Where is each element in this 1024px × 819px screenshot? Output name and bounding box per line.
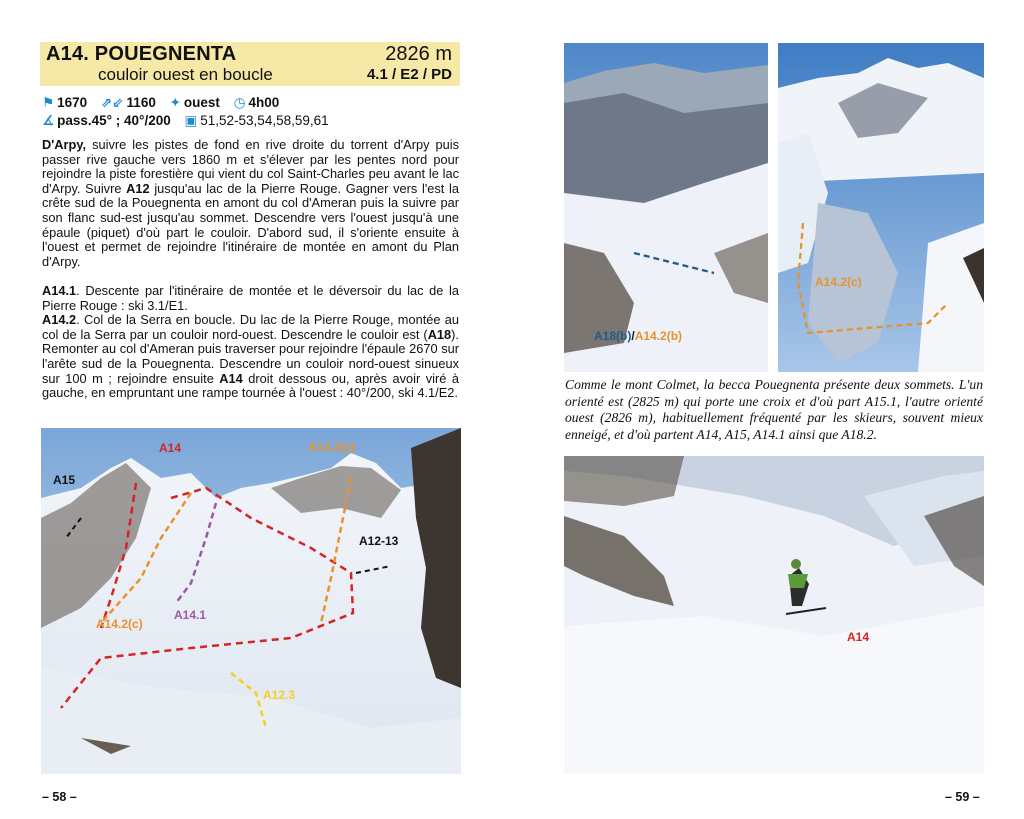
couloir-photo-a14-2c [778, 43, 984, 372]
duration: 4h00 [248, 95, 280, 110]
route-overview-photo [41, 428, 461, 774]
slope-angle-icon: ∡ [42, 113, 55, 128]
elevation-arrows-icon: ⇗⇙ [100, 95, 124, 110]
route-grade: 4.1 / E2 / PD [366, 66, 452, 83]
label-a14: A14 [159, 441, 182, 455]
route-title: A14. POUEGNENTA [46, 43, 237, 65]
label-a14-bottom: A14 [847, 630, 870, 644]
label-a14-2a: A14.2(a) [308, 440, 355, 454]
label-a14-2c: A14.2(c) [96, 617, 143, 631]
page-number-right: – 59 – [945, 790, 980, 804]
route-header [40, 42, 460, 86]
elevation-gain: 1160 [126, 95, 156, 110]
ref-a18: A18 [427, 326, 452, 342]
label-a12-3: A12.3 [263, 688, 296, 702]
label-a12-13: A12-13 [359, 534, 399, 548]
photo-caption: Comme le mont Colmet, la becca Pouegnenta présente deux sommets. L'un orienté est (2825 m) qui porte une croix et d'où part A15.1, l'autre orienté ouest (2826 m), habituellement fréquenté par les skieurs, souvent mieux enneigé, et d'où partent A14, A15, A14.1 ainsi que A18.2. [565, 377, 983, 442]
page-number-left: – 58 – [42, 790, 77, 804]
ref-a12: A12 [126, 180, 150, 196]
variant-a14-2-code: A14.2 [42, 312, 77, 328]
photo-maps: 51,52-53,54,58,59,61 [200, 113, 329, 128]
description-lead: D'Arpy, [42, 137, 87, 152]
slope-info: pass.45° ; 40°/200 [57, 113, 171, 128]
label-a14-2b: A14.2(b) [634, 329, 683, 343]
skier-couloir-photo [564, 456, 984, 774]
flag-icon: ⚑ [42, 95, 55, 110]
aspect: ouest [183, 95, 220, 110]
compass-star-icon: ✦ [169, 95, 181, 110]
start-altitude: 1670 [57, 95, 88, 110]
ref-a14: A14 [219, 370, 243, 386]
variant-a14-1-code: A14.1 [42, 283, 77, 298]
clock-icon: ◷ [233, 95, 246, 110]
route-subtitle: couloir ouest en boucle [98, 65, 273, 84]
label-a14-1: A14.1 [174, 608, 207, 622]
summit-altitude: 2826 m [385, 43, 452, 65]
camera-icon: ▣ [184, 113, 198, 128]
stats-row-1 [42, 95, 289, 111]
label-a14-2c-top: A14.2(c) [815, 275, 862, 289]
couloir-photo-a18b: A18(b)/A14.2(b) [564, 43, 768, 372]
label-a15: A15 [53, 473, 76, 487]
stats-row-2 [42, 113, 339, 129]
variants-description: A14.1. Descente par l'itinéraire de montée et le déversoir du lac de la Pierre Rouge : ski 3.1/E1. A14.2. Col de la Serra en boucle. Du lac de la Pierre Rouge, montée au col de la Serra par un couloir nord-ouest. Descendre le couloir est (A18). Remonter au col d'Ameran puis traverser pour rejoindre l'épaule 2670 sur l'arête sud de la Pouegnenta. Descendre un couloir nord-ouest sinueux sur 100 m ; rejoindre ensuite A14 droit dessous ou, après avoir viré à gauche, en empruntant une rampe tournée à l'ouest : 40°/200, ski 4.1/E2. [42, 283, 459, 401]
label-a18b: A18(b) [594, 329, 632, 343]
main-description: D'Arpy, suivre les pistes de fond en rive droite du torrent d'Arpy puis passer rive gauche vers 1860 m et s'élever par les pentes nord pour rejoindre la piste forestière qui vient du col Saint-Charles peu avant le lac d'Arpy. Suivre A12 jusqu'au lac de la Pierre Rouge. Gagner vers l'est la crête sud de la Pouegnenta en amont du col d'Ameran puis la suivre par son flanc sud-est jusqu'au sommet. Descendre vers l'ouest jusqu'à une épaule (piquet) d'où part le couloir. D'abord sud, il s'oriente ensuite à l'ouest et permet de rejoindre l'itinéraire de montée en amont du Plan d'Arpy. [42, 137, 459, 269]
